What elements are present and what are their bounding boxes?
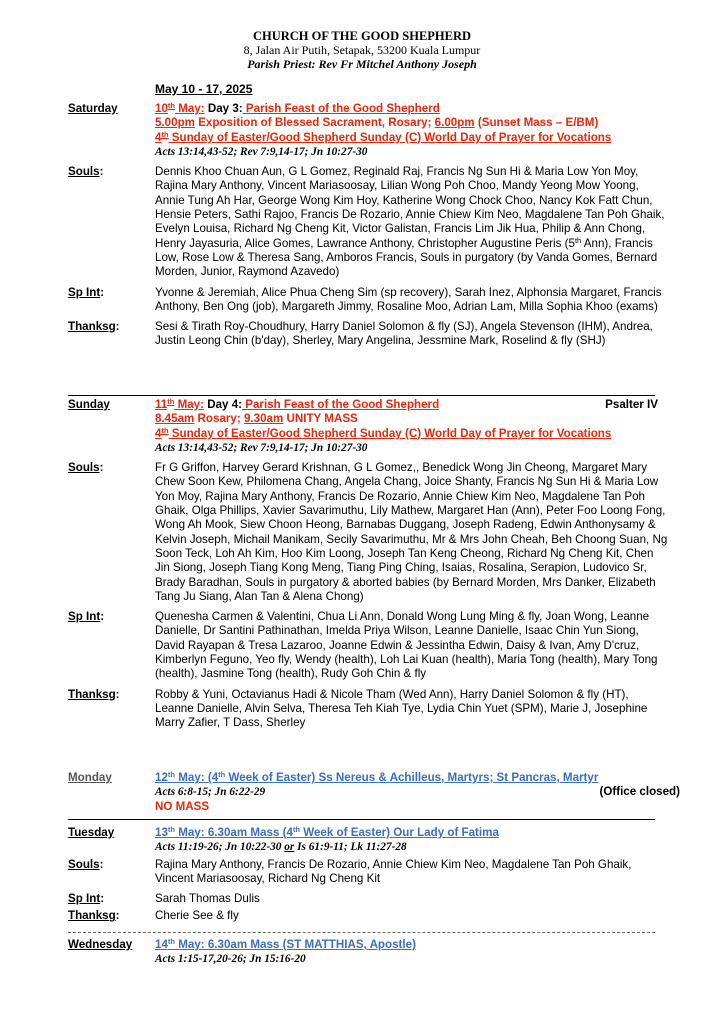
saturday-readings: Acts 13:14,43-52; Rev 7:9,14-17; Jn 10:27-30	[155, 145, 368, 158]
monday-title: 12th May: (4th Week of Easter) Ss Nereus & Achilleus, Martyrs; St Pancras, Martyr	[155, 770, 599, 784]
sunday-spint: Quenesha Carmen & Valentini, Chua Li Ann, Donald Wong Lung Ming & fly, Joan Wong, Leanne Danielle, Dr Santini Pathinathan, Imelda Priya Wilson, Leanne Danielle, Isaac Chin Yun Siong, David Rayapan & Tresa Lazaroo, Joanne Edwin & Jessintha Edwin, Daisy & Ivan, Amy D'cruz, Kimberlyn Feguno, Yeo fly, Wendy (health), Loh Lai Kuan (health), Maria Tong (health), Mary Tong (health), Jasmine Tong (health), Rudy Goh Chin & fly	[155, 610, 658, 681]
tuesday-thanks: Cherie See & fly	[155, 909, 239, 923]
no-mass: NO MASS	[155, 799, 210, 813]
saturday-section	[68, 102, 668, 349]
sunday-readings: Acts 13:14,43-52; Rev 7:9,14-17; Jn 10:27-30	[155, 441, 368, 454]
sunday-souls-label: Souls:	[68, 461, 104, 475]
saturday-spint: Yvonne & Jeremiah, Alice Phua Cheng Sim (sp recovery), Sarah Inez, Alphonsia Margaret, Francis Anthony, Ben Ong (job), Margareth Jimmy, Rosaline Moo, Adrian Lam, Milla Sophia Khoo (exams)	[155, 285, 662, 313]
wednesday-label: Wednesday	[68, 938, 133, 951]
tuesday-title: 13th May: 6.30am Mass (4th Week of Easter) Our Lady of Fatima	[155, 825, 499, 839]
sunday-section	[68, 398, 668, 731]
saturday-schedule: 5.00pm Exposition of Blessed Sacrament, Rosary; 6.00pm (Sunset Mass – E/BM)	[155, 116, 599, 130]
sunday-label: Sunday	[68, 398, 110, 411]
saturday-occasion: 4th Sunday of Easter/Good Shepherd Sunday (C) World Day of Prayer for Vocations	[155, 129, 612, 144]
wednesday-section	[68, 938, 668, 967]
sunday-occasion: 4th Sunday of Easter/Good Shepherd Sunday (C) World Day of Prayer for Vocations	[155, 425, 612, 440]
sunday-thanks: Robby & Yuni, Octavianus Hadi & Nicole Tham (Wed Ann), Harry Daniel Solomon & fly (HT), Leanne Danielle, Alvin Selva, Theresa Teh Kiah Tye, Lydia Chin Yuet (SPM), Marie J, Josephine Marry Zafier, T Dass, Sherley	[155, 687, 648, 730]
tuesday-spint-label: Sp Int:	[68, 892, 105, 906]
divider	[68, 932, 655, 933]
parish-priest: Parish Priest: Rev Fr Mitchel Anthony Joseph	[247, 57, 477, 71]
date-range: May 10 - 17, 2025	[155, 82, 253, 96]
divider	[68, 395, 655, 396]
monday-label: Monday	[68, 771, 112, 784]
wednesday-title: 14th May: 6.30am Mass (ST MATTHIAS, Apostle)	[155, 937, 416, 951]
tuesday-label: Tuesday	[68, 826, 115, 839]
saturday-thanks: Sesi & Tirath Roy-Choudhury, Harry Daniel Solomon & fly (SJ), Angela Stevenson (IHM), Andrea, Justin Leong Chin (b'day), Sherley, Mary Angelina, Jessmine Mark, Roselind & fly (SHJ)	[155, 320, 653, 348]
tuesday-thanks-label: Thanksg:	[68, 909, 120, 923]
sunday-title: 11th May: Day 4: Parish Feast of the Good Shepherd	[155, 397, 440, 411]
sunday-souls: Fr G Griffon, Harvey Gerard Krishnan, G L Gomez,, Benedick Wong Jin Cheong, Margaret Mary Chew Soon Kew, Philomena Chang, Angela Chang, Joice Shanty, Francis Ng Sun Hi & Maria Low Yon Moy, Rajina Mary Anthony, Francis De Rozario, Annie Chiew Kim Neo, Magdalene Tan Poh Ghaik, Olga Phillips, Xavier Savarimuthu, Lily Mathew, Margaret Han (Ann), Peter Foo Loong Fong, Wong Ah Mook, Siew Choon Heong, Barnabas Duggang, Joseph Radeng, Edwin Anthonysamy & Kelvin Joseph, Michail Manikam, Secily Savarimuthu, Mr & Mrs John Cheah, Beh Choong Suan, Ng Soon Teck, Loh Ah Kim, Hoo Kim Loong, Joseph Tan Keng Cheong, Richard Ng Cheng Kit, Chen Jin Siong, Joseph Tiang Kong Meng, Tiang Ping Ching, Isaias, Rosalina, Serapion, Ludovico Sr, Brady Baradhan, Souls in purgatory & aborted babies (by Bernard Morden, Mrs Danker, Elizabeth Tang Ju Siang, Alan Tan & Alena Chong)	[155, 461, 668, 603]
saturday-souls: Dennis Khoo Chuan Aun, G L Gomez, Reginald Raj, Francis Ng Sun Hi & Maria Low Yon Moy, Rajina Mary Anthony, Vincent Mariasoosay, Lilian Wong Poh Choo, Mandy Yeong Mow Yoong, Annie Tung Ah Har, George Wong Kim Hoy, Katherine Wong Chock Choo, Nancy Kok Fatt Chun, Hensie Peters, Sathi Rajoo, Francis De Rozario, Annie Chiew Kim Neo, Magdalene Tan Poh Ghaik, Evelyn Louisa, Richard Ng Cheng Kit, Victor Galistan, Francis Lim Jik Hua, Philip & Ann Chong, Henry Jayasuria, Alice Gomes, Lawrance Anthony, Christopher Augustine Peris (5th Ann), Francis Low, Rose Low & Theresa Sang, Amboros Francis, Souls in purgatory (by Vanda Gomes, Bernard Morden, Junior, Raymond Azavedo)	[155, 165, 665, 279]
tuesday-souls-label: Souls:	[68, 857, 104, 871]
saturday-thanks-label: Thanksg:	[68, 320, 120, 334]
monday-section	[68, 770, 680, 814]
tuesday-readings: Acts 11:19-26; Jn 10:22-30 or Is 61:9-11; Lk 11:27-28	[155, 841, 407, 854]
church-address: 8, Jalan Air Putih, Setapak, 53200 Kuala Lumpur	[243, 43, 481, 57]
tuesday-souls: Rajina Mary Anthony, Francis De Rozario, Annie Chiew Kim Neo, Magdalene Tan Poh Ghaik, Vincent Mariasoosay, Richard Ng Cheng Kit	[155, 857, 632, 885]
wednesday-readings: Acts 1:15-17,20-26; Jn 15:16-20	[155, 953, 306, 966]
church-name: CHURCH OF THE GOOD SHEPHERD	[252, 29, 472, 43]
sunday-spint-label: Sp Int:	[68, 610, 105, 624]
sunday-thanks-label: Thanksg:	[68, 687, 120, 701]
saturday-title: 10th May: Day 3: Parish Feast of the Good Shepherd	[155, 101, 440, 115]
office-closed: (Office closed)	[599, 785, 680, 799]
saturday-spint-label: Sp Int:	[68, 285, 105, 299]
tuesday-section	[68, 826, 668, 924]
saturday-souls-label: Souls:	[68, 165, 104, 179]
monday-readings: Acts 6:8-15; Jn 6:22-29	[155, 786, 266, 799]
psalter: Psalter IV	[605, 398, 658, 411]
saturday-label: Saturday	[68, 102, 118, 115]
tuesday-spint: Sarah Thomas Dulis	[155, 892, 260, 906]
divider	[68, 819, 655, 820]
sunday-schedule: 8.45am Rosary; 9.30am UNITY MASS	[155, 412, 358, 426]
